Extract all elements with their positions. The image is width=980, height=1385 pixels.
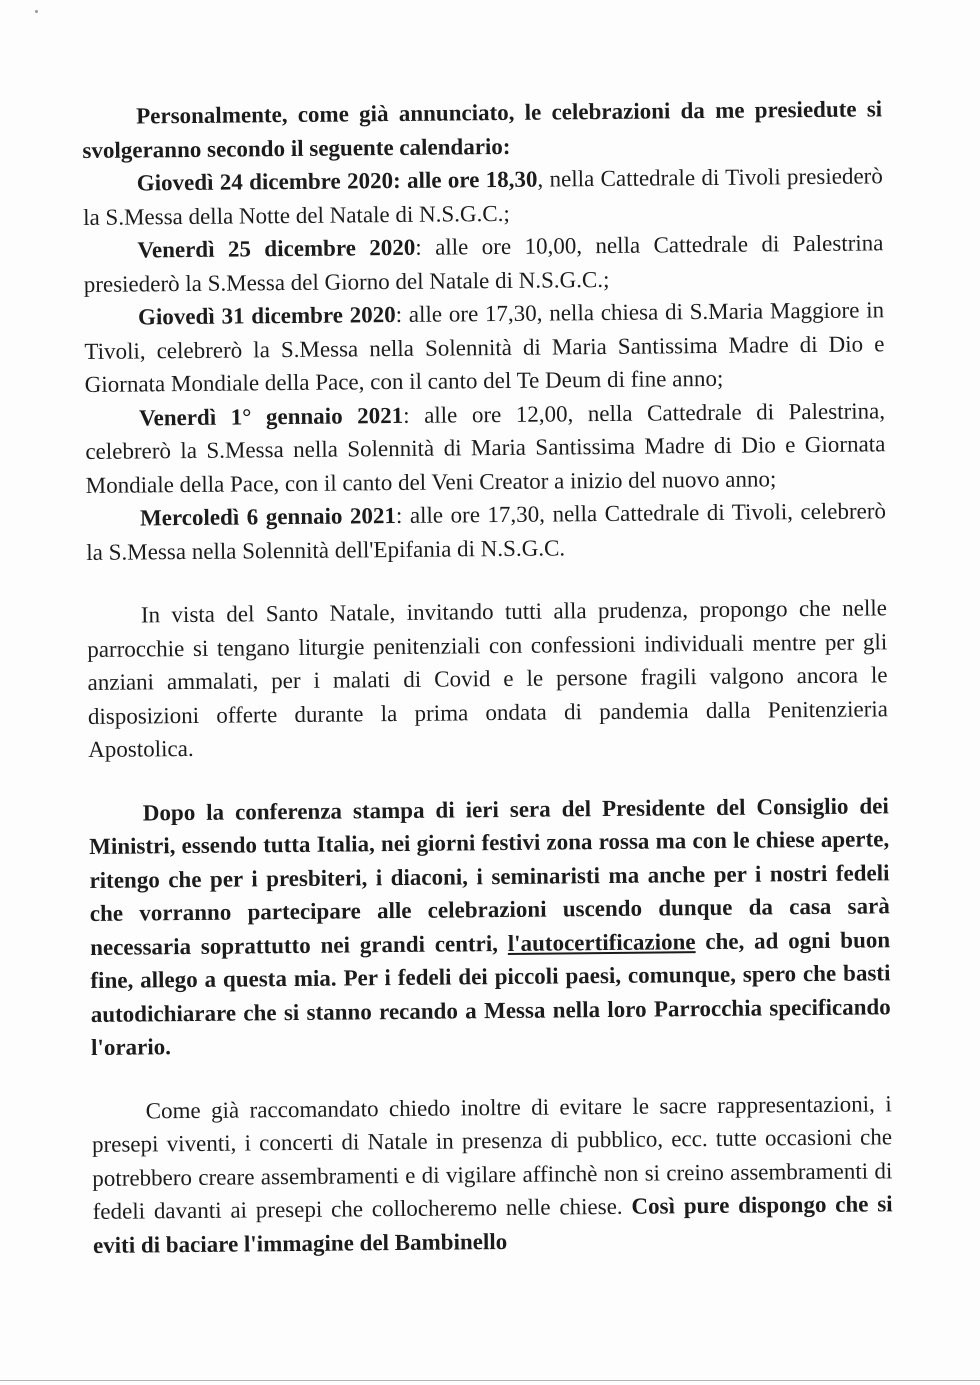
conference-paragraph [89,789,892,1065]
schedule-item-epiphany [86,494,887,569]
schedule-text: : alle ore 10,00, nella Cattedrale di Palestrina presiederò la S.Messa del Giorno del Natale di N.S.G.C.; [83,230,884,297]
schedule-date: Venerdì 25 dicembre 2020 [137,234,416,263]
autocertification-link-text: l'autocertificazione [507,928,696,956]
conference-text-after: che, ad ogni buon fine, allego a questa mia. Per i fedeli dei piccoli paesi, comunque, spero che basti autodichiarare che si stanno recando a Messa nella loro Parrocchia specificando l'orario. [90,926,891,1060]
scan-artifact-dot [35,10,38,13]
final-text: Come già raccomandato chiedo inoltre di evitare le sacre rappresentazioni, i presepi viventi, i concerti di Natale in presenza di pubblico, ecc. tutte occasioni che potrebbero creare assembramenti e di vigilare affinchè non si creino assembramenti di fedeli davanti ai presepi che collocheremo nelle chiese. [91,1090,893,1224]
conference-text-before: Dopo la conferenza stampa di ieri sera del Presidente del Consiglio dei Ministri, essendo tutta Italia, nei giorni festivi zona rossa ma con le chiese aperte, ritengo che per i presbiteri, i diaconi, i seminaristi ma anche per i nostri fedeli che vorranno partecipare alle celebrazioni uscendo dunque da casa sarà necessaria soprattutto nei grandi centri, [89,792,890,960]
schedule-text: : alle ore 17,30, nella chiesa di S.Maria Maggiore in Tivoli, celebrerò la S.Messa nella Solennità di Maria Santissima Madre di Dio e Giornata Mondiale della Pace, con il canto del Te Deum di fine anno; [84,297,885,397]
intro-paragraph [82,92,883,167]
schedule-item-christmas-day [83,226,884,301]
schedule-date: Giovedì 24 dicembre 2020: alle ore 18,30 [136,166,538,196]
final-paragraph [92,1087,894,1262]
schedule-item-christmas-eve [83,159,884,234]
schedule-date: Giovedì 31 dicembre 2020 [137,301,396,330]
schedule-item-new-years-day [85,394,886,502]
schedule-text: : alle ore 12,00, nella Cattedrale di Palestrina, celebrerò la S.Messa nella Solennità di Maria Santissima Madre di Dio e Giornata Mondiale della Pace, con il canto del Veni Creator a inizio del nuovo anno; [85,397,886,498]
intro-bold-text: Personalmente, come già annunciato, le celebrazioni da me presiedute si svolgeranno secondo il seguente calendario: [82,96,883,163]
final-bold-text: Così pure dispongo che si eviti di baciare l'immagine del Bambinello [92,1191,893,1258]
penitential-paragraph: In vista del Santo Natale, invitando tutti alla prudenza, propongo che nelle parrocchie si tengano liturgie penitenziali con confessioni individuali mentre per gli anziani ammalati, per i malati di Covid e le persone fragili valgono ancora le disposizioni offerte durante la prima ondata di pandemia dalla Penitenzieria Apostolica. [87,595,888,762]
schedule-date: Venerdì 1° gennaio 2021 [138,402,404,430]
page-bottom-edge [0,1380,980,1381]
letter-body [82,92,893,1262]
schedule-text: : alle ore 17,30, nella Cattedrale di Tivoli, celebrerò la S.Messa nella Solennità dell'Epifania di N.S.G.C. [86,498,887,565]
schedule-date: Mercoledì 6 gennaio 2021 [139,503,397,531]
schedule-item-new-years-eve [84,293,885,401]
schedule-text: , nella Cattedrale di Tivoli presiederò la S.Messa della Notte del Natale di N.S.G.C.; [83,163,883,230]
